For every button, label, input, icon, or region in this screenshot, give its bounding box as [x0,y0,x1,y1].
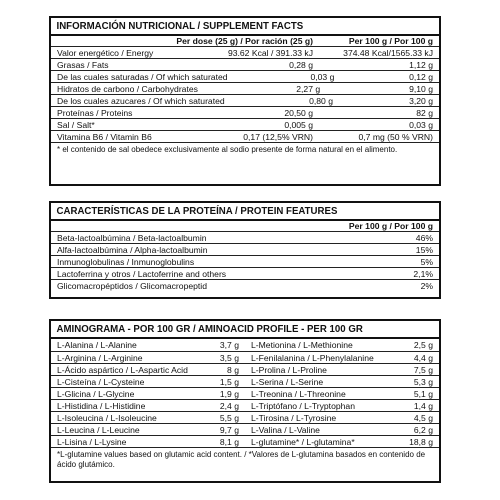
nutrition-row-per-100g: 374.48 Kcal/1565.33 kJ [343,47,433,58]
protein-row-label: Lactoferrina y otros / Lactoferrine and others [57,268,227,279]
aminoacid-row [245,351,439,363]
nutrition-facts-panel [49,16,441,186]
nutrition-row [51,46,439,58]
nutrition-row-per-dose: 0,80 g [309,95,333,106]
aminoacid-name: L-Cisteína / L-Cysteine [57,376,145,387]
protein-row [51,255,439,267]
aminogram-right-column [245,339,439,447]
nutrition-row [51,106,439,118]
aminoacid-row [51,411,245,423]
aminoacid-name: L-Tirosina / L-Tyrosine [251,412,337,423]
protein-row [51,231,439,243]
nutrition-row-label: Vitamina B6 / Vitamin B6 [57,131,152,142]
nutrition-row-label: Hidratos de carbono / Carbohydrates [57,83,198,94]
nutrition-header-col2: Per 100 g / Por 100 g [348,36,433,46]
aminoacid-row [51,435,245,447]
aminoacid-name: L-Serina / L-Serine [251,376,324,387]
nutrition-row-per-dose: 0,28 g [289,59,313,70]
nutrition-row-per-dose: 0,005 g [284,119,313,130]
aminoacid-value: 4,5 g [413,412,433,423]
aminoacid-value: 5,1 g [413,388,433,399]
protein-header-row [51,219,439,231]
aminoacid-name: L-glutamine* / L-glutamina* [251,436,355,447]
aminoacid-value: 1,4 g [413,400,433,411]
nutrition-row [51,58,439,70]
protein-features-panel [49,201,441,299]
aminoacid-name: L-Arginina / L-Arginine [57,352,143,363]
protein-row-value: 2% [420,280,433,291]
aminoacid-value: 2,4 g [219,400,239,411]
aminoacid-row [245,411,439,423]
aminoacid-name: L-Leucina / L-Leucine [57,424,140,435]
aminoacid-value: 18,8 g [409,436,433,447]
protein-row-label: Beta-lactoalbúmina / Beta-lactoalbumin [57,232,207,243]
aminoacid-row [245,375,439,387]
aminogram-title: AMINOGRAMA - POR 100 GR / AMINOACID PROFILE - PER 100 GR [56,323,363,335]
nutrition-row [51,130,439,142]
aminoacid-row [51,399,245,411]
nutrition-row-per-100g: 0,12 g [409,71,433,82]
aminoacid-name: L-Ácido aspártico / L-Aspartic Acid [57,364,188,375]
aminoacid-name: L-Lisina / L-Lysine [57,436,127,447]
aminoacid-row [51,375,245,387]
aminoacid-name: L-Treonina / L-Threonine [251,388,346,399]
nutrition-row-per-100g: 9,10 g [409,83,433,94]
aminoacid-row [51,339,245,351]
aminoacid-row [51,423,245,435]
aminoacid-name: L-Triptófano / L-Tryptophan [251,400,355,411]
aminoacid-row [245,387,439,399]
protein-row-value: 15% [415,244,433,255]
aminoacid-row [51,363,245,375]
nutrition-row-per-dose: 93.62 Kcal / 391.33 kJ [227,47,313,58]
aminogram-columns [51,337,439,447]
nutrition-row-per-dose: 20,50 g [284,107,313,118]
nutrition-row-per-100g: 3,20 g [409,95,433,106]
aminoacid-name: L-Valina / L-Valine [251,424,320,435]
aminoacid-row [245,363,439,375]
nutrition-row-label: Grasas / Fats [57,59,109,70]
aminoacid-name: L-Histidina / L-Histidine [57,400,146,411]
aminoacid-row [245,435,439,447]
protein-row-value: 2,1% [413,268,433,279]
protein-header-col: Per 100 g / Por 100 g [348,221,433,231]
nutrition-row-label: Valor energético / Energy [57,47,154,58]
aminoacid-value: 1,5 g [219,376,239,387]
aminoacid-value: 9,7 g [219,424,239,435]
protein-row-value: 46% [415,232,433,243]
aminoacid-name: L-Fenilalanina / L-Phenylalanine [251,352,374,363]
nutrition-row [51,82,439,94]
protein-row [51,243,439,255]
protein-row [51,279,439,291]
protein-row [51,267,439,279]
aminoacid-value: 1,9 g [219,388,239,399]
aminoacid-value: 3,7 g [219,340,239,350]
aminogram-note: *L-glutamine values based on glutamic acid content. / *Valores de L-glutamina basados en contenido de ácido glutámico. [51,447,439,469]
aminoacid-value: 3,5 g [219,352,239,363]
aminoacid-value: 5,5 g [219,412,239,423]
aminoacid-row [245,423,439,435]
protein-row-label: Inmunoglobulinas / Inmunoglobulins [57,256,195,267]
nutrition-row-per-dose: 0,03 g [310,71,335,82]
nutrition-row-per-100g: 1,12 g [409,59,433,70]
aminoacid-name: L-Metionina / L-Methionine [251,340,353,350]
aminoacid-name: L-Isoleucina / L-Isoleucine [57,412,157,423]
nutrition-row-per-100g: 82 g [416,107,433,118]
nutrition-header-col1: Per dose (25 g) / Por ración (25 g) [176,36,313,46]
aminoacid-value: 7,5 g [413,364,433,375]
nutrition-header-row [51,34,439,46]
nutrition-row-per-dose: 2,27 g [296,83,321,94]
aminoacid-row [51,351,245,363]
nutrition-row [51,94,439,106]
aminoacid-value: 4,4 g [413,352,433,363]
aminoacid-name: L-Prolina / L-Proline [251,364,327,375]
protein-row-label: Glicomacropéptidos / Glicomacropeptid [57,280,207,291]
nutrition-row-label: Proteínas / Proteins [57,107,133,118]
nutrition-row-label: De las cuales saturadas / Of which saturated [57,71,228,82]
protein-row-label: Alfa-lactoalbúmina / Alpha-lactoalbumin [57,244,208,255]
nutrition-row-label: Sal / Salt* [57,119,95,130]
nutrition-row-label: De los cuales azucares / Of which saturated [57,95,225,106]
protein-rows [51,231,439,291]
nutrition-title: INFORMACIÓN NUTRICIONAL / SUPPLEMENT FACTS [56,20,304,32]
aminoacid-value: 6,2 g [413,424,433,435]
nutrition-row-per-100g: 0,03 g [409,119,433,130]
aminoacid-value: 5,3 g [413,376,433,387]
aminoacid-value: 2,5 g [413,340,433,350]
protein-title: CARACTERÍSTICAS DE LA PROTEÍNA / PROTEIN FEATURES [56,205,338,217]
aminoacid-value: 8,1 g [219,436,239,447]
nutrition-note: * el contenido de sal obedece exclusivamente al sodio presente de forma natural en el alimento. [51,142,439,155]
aminoacid-value: 8 g [227,364,239,375]
nutrition-row-per-dose: 0,17 (12,5% VRN) [243,131,313,142]
aminoacid-name: L-Alanina / L-Alanine [57,340,137,350]
aminoacid-row [245,399,439,411]
aminoacid-name: L-Glicina / L-Glycine [57,388,135,399]
nutrition-row [51,70,439,82]
protein-row-value: 5% [420,256,433,267]
nutrition-rows [51,46,439,142]
nutrition-row [51,118,439,130]
nutrition-row-per-100g: 0,7 mg (50 % VRN) [358,131,433,142]
aminogram-left-column [51,339,245,447]
aminoacid-row [51,387,245,399]
aminoacid-row [245,339,439,351]
aminogram-panel [49,319,441,483]
